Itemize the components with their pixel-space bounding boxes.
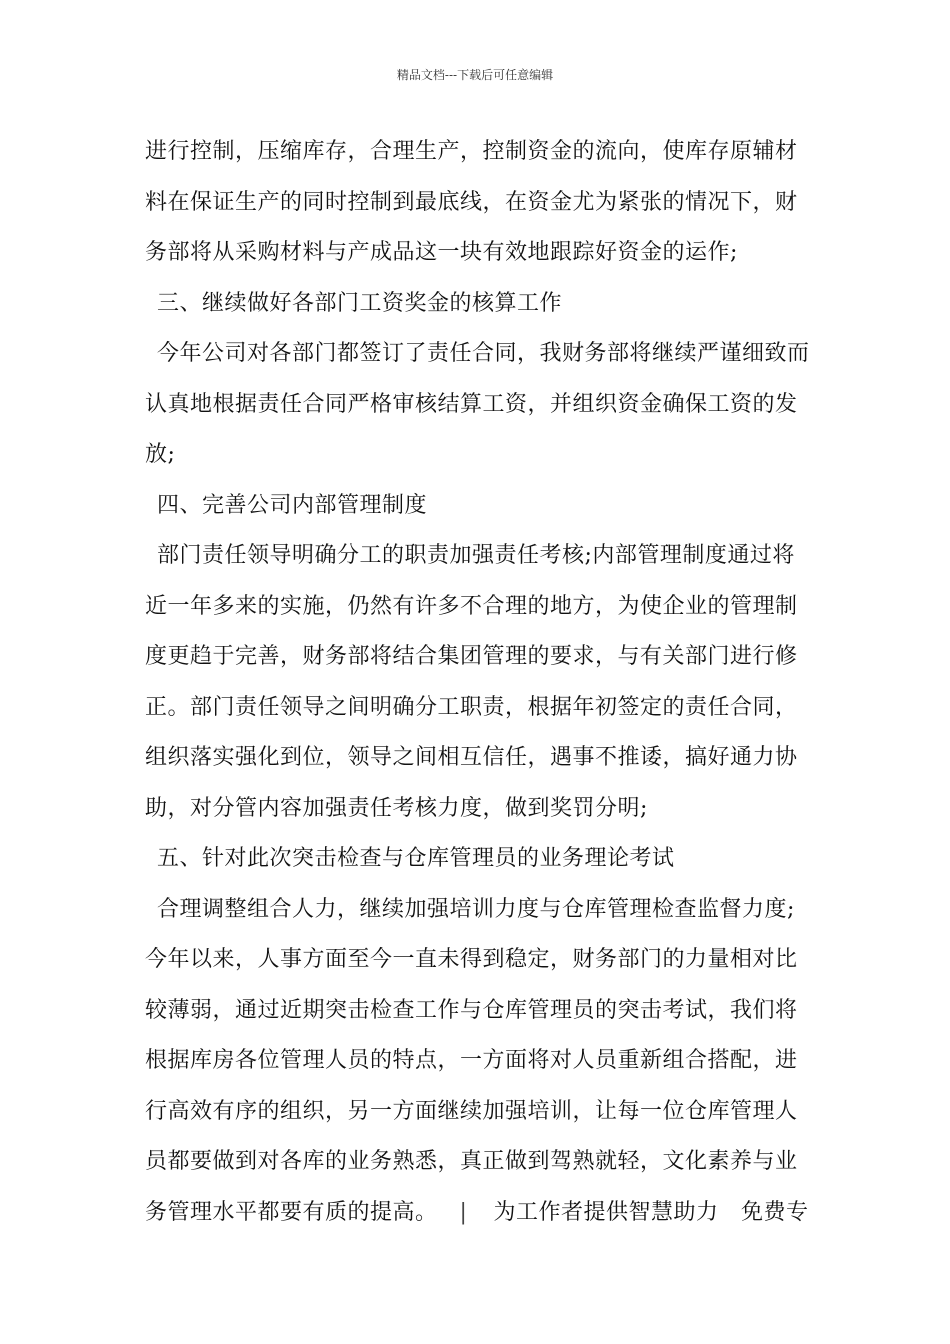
body-line: 进行控制，压缩库存，合理生产，控制资金的流向，使库存原辅材 [145,139,798,164]
body-line: 员都要做到对各库的业务熟悉，真正做到驾熟就轻，文化素养与业 [145,1149,798,1174]
footer-promo-text: 为工作者提供智慧助力 免费专 [493,1199,809,1225]
body-line: 组织落实强化到位，领导之间相互信任，遇事不推诿，搞好通力协 [145,745,798,770]
last-line [145,1188,810,1239]
body-line: 部门责任领导明确分工的职责加强责任考核;内部管理制度通过将 [157,543,795,568]
body-line: 认真地根据责任合同严格审核结算工资，并组织资金确保工资的发 [145,391,798,417]
body-line: 度更趋于完善，财务部将结合集团管理的要求，与有关部门进行修 [145,644,798,669]
section-heading: 三、继续做好各部门工资奖金的核算工作 [157,290,563,316]
body-line: 正。部门责任领导之间明确分工职责，根据年初签定的责任合同， [145,694,798,720]
body-line: 近一年多来的实施，仍然有许多不合理的地方，为使企业的管理制 [145,593,798,619]
page-header: 精品文档---下载后可任意编辑 [396,68,554,82]
separator-bar: | [459,1199,468,1225]
last-line-text: 务管理水平都要有质的提高。 [145,1199,438,1225]
body-line: 助，对分管内容加强责任考核力度，做到奖罚分明; [145,795,648,821]
body-line: 今年公司对各部门都签订了责任合同，我财务部将继续严谨细致而 [157,341,810,366]
body-line: 料在保证生产的同时控制到最底线，在资金尤为紧张的情况下，财 [145,189,798,215]
body-line: 务部将从采购材料与产成品这一块有效地跟踪好资金的运作; [145,240,738,265]
body-line: 今年以来，人事方面至今一直未得到稳定，财务部门的力量相对比 [145,947,798,972]
body-line: 行高效有序的组织，另一方面继续加强培训，让每一位仓库管理人 [145,1098,798,1124]
body-line: 放; [145,442,176,467]
body-line: 根据库房各位管理人员的特点，一方面将对人员重新组合搭配，进 [145,1048,798,1073]
section-heading: 五、针对此次突击检查与仓库管理员的业务理论考试 [157,846,675,871]
body-line: 较薄弱，通过近期突击检查工作与仓库管理员的突击考试，我们将 [145,997,798,1023]
section-heading: 四、完善公司内部管理制度 [157,492,428,518]
document-body [145,127,810,1238]
body-line: 合理调整组合人力，继续加强培训力度与仓库管理检查监督力度; [157,896,795,922]
